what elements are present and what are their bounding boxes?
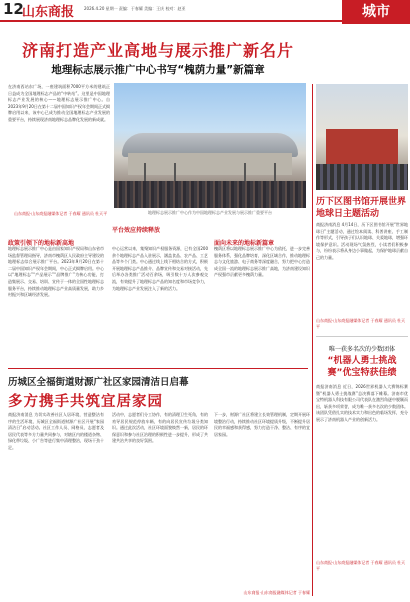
lead-column-2: 中心运营以来，集聚知识产权服务资源，已有全国200余个地理标志产品入驻展示，涵盖食品、农产品、工艺品等多个门类。中心通过线上线下相结合的方式，积极开展地理标志产品推介、品牌宣传和交易对接活动，先后举办各类推广活动百余场，吸引数十万人次参观交流，有效提升了地理标志产品的知名度和市场竞争力，为地理标志产业发展注入了新的活力。 (112, 246, 208, 291)
section-tab: 城市 (342, 0, 410, 24)
crowd (114, 181, 306, 208)
flagpole (244, 163, 246, 183)
sidebar-kicker: 唯一获多名次的少数团体 (328, 346, 395, 353)
lead-subhead-3: 面向未来的地标新篇章 (214, 240, 275, 247)
lead-photo (114, 83, 306, 208)
flagpole (274, 163, 276, 183)
lead-photo-caption: 地理标志展示推广中心作为中国地理标志产业发展与展示推广重要平台 (148, 210, 272, 215)
sidebar-photo (316, 84, 408, 190)
people (316, 164, 408, 190)
sidebar-divider (316, 336, 408, 337)
lead-headline: 济南打造产业高地与展示推广新名片 (21, 41, 294, 60)
page-number: 12 (3, 0, 24, 18)
second-byline: 山东商报·山东商报融媒体记者 于春耀 (243, 590, 310, 595)
second-headline: 多方携手共筑宜居家园 (8, 394, 163, 410)
second-column-3: 下一步，财源广社区将建立长效管理机制，定期开展环境整治行动，持续推动社区环境提质升级，不断提升居民的幸福感和获得感，努力打造干净、整洁、有序的宜居家园。 (214, 412, 310, 437)
lead-subhead-1: 政策引领下的地标新高地 (8, 240, 75, 247)
second-column-2: 活动中，志愿者们分工协作，有的清理卫生死角，有的劝导居民规范停放车辆，有的向居民宣传垃圾分类知识。通过此次活动，社区环境面貌焕然一新，居民的环保意识和参与社区治理的积极性进一步提升，形成了共建共治共享的良好氛围。 (112, 412, 208, 444)
flagpole (144, 163, 146, 183)
sidebar-title-1: 历下区图书馆开展世界地球日主题活动 (316, 197, 407, 219)
story-divider (8, 368, 308, 369)
sidebar-byline-2: 山东商报·山东商报融媒体记者 于春耀 通讯员 杜天平 (316, 560, 406, 571)
sidebar-title-2: “机器人勇士挑战赛”优宝特获佳绩 (327, 356, 397, 378)
booth (326, 129, 398, 169)
lead-subheadline: 地理标志展示推广中心书写“槐荫力量”新篇章 (51, 64, 265, 76)
lead-column-3: 槐荫区将以地理标志展示推广中心为依托，进一步完善服务体系，强化品牌培育，深化区域合作，推动地理标志与文化旅游、电子商务等深度融合，努力把中心打造成全国一流的地理标志展示推广高地，为济南建设知识产权强市贡献更多槐荫力量。 (214, 246, 310, 278)
sidebar-text-1: 商报济南消息 4月14日，历下区图书馆开展“世界地球日”主题活动，通过绘本阅读、科普讲座、手工制作等形式，引导孩子们认识地球、关爱地球，增强环境保护意识。活动现场气氛热烈，小读者们积极参与，纷纷表示将从身边小事做起，为保护地球贡献自己的力量。 (316, 222, 408, 260)
paper-name-logo: 山东商报 (22, 5, 75, 20)
column-divider (312, 84, 313, 596)
issue-meta: 2026.4.20 星期一 责编：于春耀 美编：王庆 校对：赵亚 (84, 6, 186, 11)
sidebar-text-2: 商报济南消息 近日，2026世界机器人大赛锦标赛暨“机器人勇士挑战赛”总决赛落下帷幕。济南市优宝特机器人科技有限公司代表队在激烈角逐中脱颖而出，斩获多项荣誉，成为唯一获多名次的少数团体。该团队凭借扎实的技术实力和出色的临场发挥，充分展示了济南机器人产业的创新活力。 (316, 384, 408, 422)
lead-byline: 山东商报·山东商报融媒体记者 于春耀 通讯员 杜天平 (14, 211, 108, 216)
sidebar-byline-1: 山东商报·山东商报融媒体记者 于春耀 通讯员 杜天平 (316, 318, 406, 329)
flagpole (174, 163, 176, 183)
lead-subhead-2: 平台效应持续释放 (112, 227, 161, 234)
second-column-1: 商报济南消息 为切实改善社区人居环境，营造整洁有序的生活环境，历城区全福街道财源广社区开展“家园清洁日”启动活动。社区工作人员、网格员、志愿者及居民代表等多方力量共同参与，对辖区内的楼道杂物、绿化带垃圾、小广告等进行集中清理整治，现场干劲十足。 (8, 412, 104, 450)
lead-column-1: 地理标志展示推广中心是由国家知识产权局和山东省市场监督管理局指导，济南市槐荫区人民政府主导建设的地理标志综合展示推广平台。2023年9月20日在第十二届中国知识产权年会期间，中心正式揭牌启用。中心以“地理标志”“产品展示”“品牌推广”为核心功能，打造集展示、交易、培训、宣传于一体的全国性地理标志服务平台，持续推动地理标志产业高质量发展，助力乡村振兴和区域经济发展。 (8, 246, 104, 298)
second-headline-small: 历城区全福街道财源广社区家园清洁日启幕 (8, 377, 189, 388)
building-facade (128, 153, 292, 175)
lead-intro: 在济南西站东广场，一座建筑面积7000平方米的建筑正日益成为全国地理标志产品的“中转站”。这里是中国地理标志产业发展的核心——地理标志展示推广中心。自2023年9月20日在第十二届中国知识产权年会期间正式揭牌启用以来，该中心已成为推动全国地理标志产业发展的重要平台，持续展现济南地理标志品牌化发展的新成就。 (8, 84, 110, 122)
